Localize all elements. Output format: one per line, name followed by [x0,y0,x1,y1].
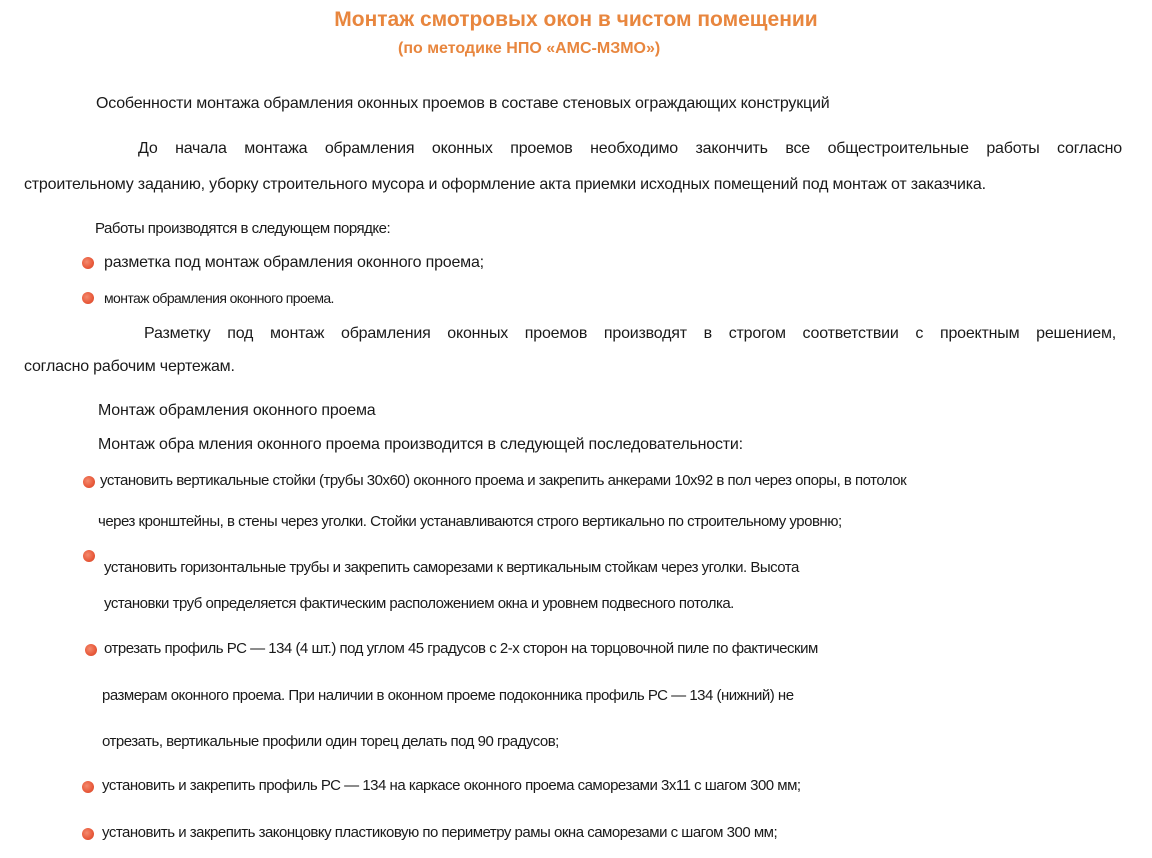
step-1-line-2: через кронштейны, в стены через уголки. Стойки устанавливаются строго вертикально по строительному уровню; [98,513,842,530]
bullet-icon [83,476,95,488]
intro-paragraph-line-1: До начала монтажа обрамления оконных проемов необходимо закончить все общестроительные работы согласно [138,140,1122,157]
order-item-2: монтаж обрамления оконного проема. [104,290,334,306]
mounting-heading: Монтаж обрамления оконного проема [98,402,376,419]
step-3-line-2: размерам оконного проема. При наличии в оконном проеме подоконника профиль РС — 134 (нижний) не [102,687,794,704]
order-intro: Работы производятся в следующем порядке: [95,220,391,237]
intro-paragraph-line-2: строительному заданию, уборку строительного мусора и оформление акта приемки исходных помещений под монтаж от заказчика. [24,176,986,193]
step-5-line-1: установить и закрепить законцовку пластиковую по периметру рамы окна саморезами с шагом 300 мм; [102,824,778,841]
bullet-icon [82,257,94,269]
page-subtitle: (по методике НПО «АМС-МЗМО») [398,40,661,57]
step-4-line-1: установить и закрепить профиль РС — 134 на каркасе оконного проема саморезами 3х11 с шагом 300 мм; [102,777,801,794]
marking-paragraph-line-2: согласно рабочим чертежам. [24,358,235,375]
step-2-line-1: установить горизонтальные трубы и закрепить саморезами к вертикальным стойкам через уголки. Высота [104,559,799,576]
order-item-1: разметка под монтаж обрамления оконного проема; [104,254,484,271]
step-3-line-1: отрезать профиль РС — 134 (4 шт.) под углом 45 градусов с 2-х сторон на торцовочной пиле по фактическим [104,640,818,657]
step-3-line-3: отрезать, вертикальные профили один торец делать под 90 градусов; [102,733,559,750]
step-1-line-1: установить вертикальные стойки (трубы 30х60) оконного проема и закрепить анкерами 10х92 в пол через опоры, в потолок [100,472,907,489]
bullet-icon [82,292,94,304]
mounting-intro: Монтаж обра мления оконного проема производится в следующей последовательности: [98,436,743,453]
bullet-icon [82,828,94,840]
bullet-icon [85,644,97,656]
bullet-icon [82,781,94,793]
page-title: Монтаж смотровых окон в чистом помещении [334,8,818,31]
step-2-line-2: установки труб определяется фактическим расположением окна и уровнем подвесного потолка. [104,595,734,612]
marking-paragraph-line-1: Разметку под монтаж обрамления оконных проемов производят в строгом соответствии с проектным решением, [144,325,1116,342]
section-heading: Особенности монтажа обрамления оконных проемов в составе стеновых ограждающих конструкций [96,95,830,112]
bullet-icon [83,550,95,562]
